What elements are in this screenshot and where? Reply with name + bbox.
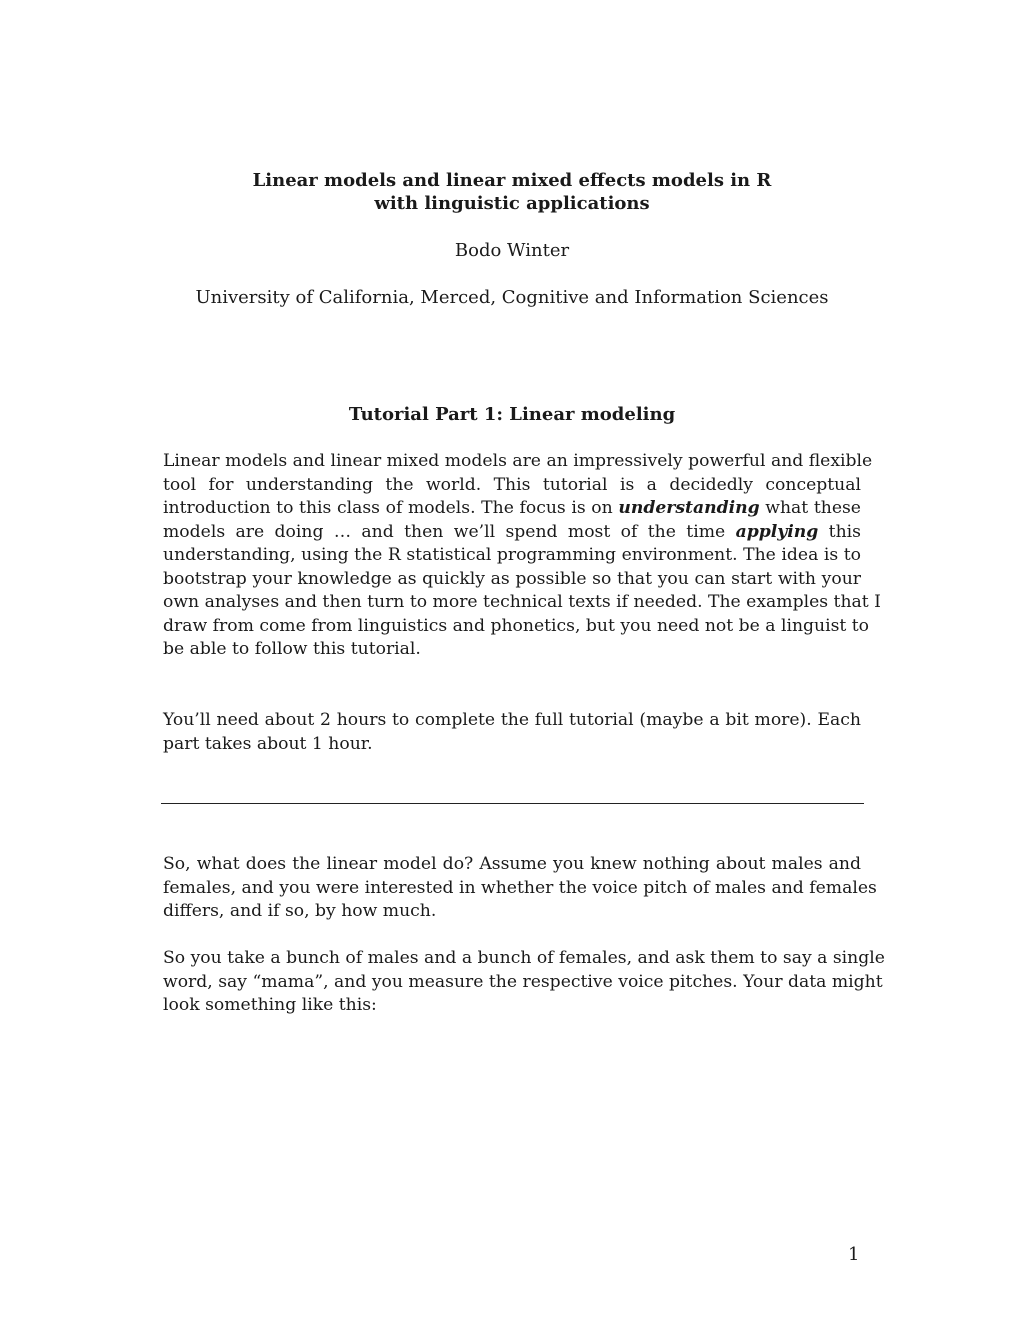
document-title-line-2: with linguistic applications <box>374 193 650 214</box>
paragraph-line: word, say “mama”, and you measure the respective voice pitches. Your data might <box>163 971 883 992</box>
paragraph-line: be able to follow this tutorial. <box>163 639 421 659</box>
horizontal-divider <box>161 803 864 804</box>
paragraph-line: part takes about 1 hour. <box>163 733 373 754</box>
line-text: models are doing … and then we’ll spend most of the time <box>163 521 736 542</box>
paragraph-line: So you take a bunch of males and a bunch of females, and ask them to say a single <box>163 948 885 968</box>
section-heading: Tutorial Part 1: Linear modeling <box>348 404 676 425</box>
line-text: this <box>818 521 861 542</box>
intro-paragraph <box>163 450 881 662</box>
time-paragraph <box>163 709 861 756</box>
paragraph-line: females, and you were interested in whether the voice pitch of males and females <box>163 877 877 898</box>
paragraph-line: tool for understanding the world. This tutorial is a decidedly conceptual <box>163 474 861 495</box>
line-text: introduction to this class of models. The focus is on <box>163 498 619 518</box>
paragraph-line: bootstrap your knowledge as quickly as possible so that you can start with your <box>163 568 861 589</box>
paragraph-line: understanding, using the R statistical programming environment. The idea is to <box>163 545 861 565</box>
paragraph-line: You’ll need about 2 hours to complete the full tutorial (maybe a bit more). Each <box>163 710 861 730</box>
paragraph-line: look something like this: <box>163 995 377 1015</box>
document-title-line-1: Linear models and linear mixed effects models in R <box>252 170 772 191</box>
emphasis-understanding: understanding <box>618 498 760 518</box>
paragraph-line <box>163 521 861 545</box>
data-paragraph <box>163 947 885 1018</box>
question-paragraph <box>163 853 877 924</box>
author-affiliation: University of California, Merced, Cognitive and Information Sciences <box>195 287 829 308</box>
paragraph-line: draw from come from linguistics and phonetics, but you need not be a linguist to <box>163 615 870 636</box>
paragraph-line: So, what does the linear model do? Assume you knew nothing about males and <box>163 854 861 874</box>
emphasis-applying: applying <box>735 521 819 542</box>
paragraph-line: own analyses and then turn to more technical texts if needed. The examples that I <box>163 592 881 612</box>
paragraph-line: Linear models and linear mixed models are an impressively powerful and flexible <box>163 451 873 471</box>
author-name: Bodo Winter <box>454 240 570 261</box>
paragraph-line <box>163 497 861 521</box>
line-text: what these <box>759 498 861 518</box>
paragraph-line: differs, and if so, by how much. <box>163 901 437 921</box>
page-number: 1 <box>848 1244 860 1265</box>
